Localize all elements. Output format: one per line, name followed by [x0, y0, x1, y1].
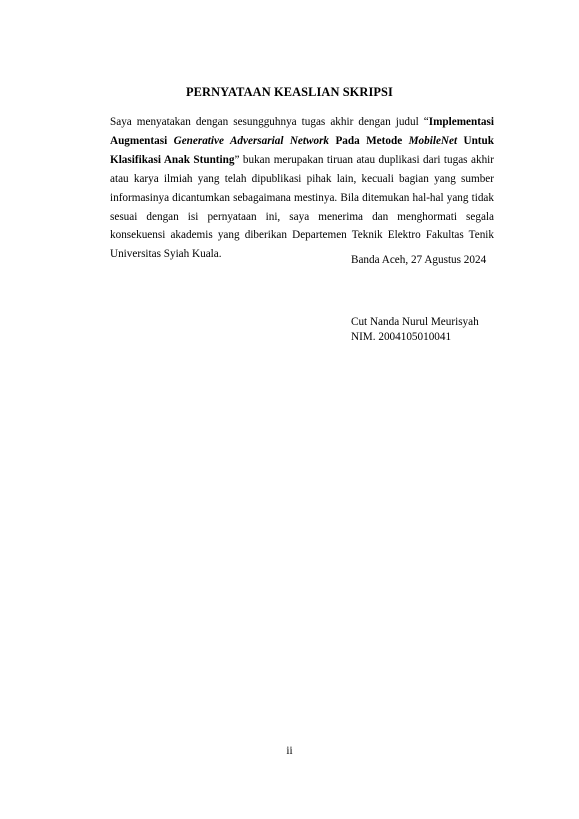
thesis-title-part1: Implementasi Augmentasi	[110, 116, 494, 147]
thesis-title-part2: Pada Metode	[329, 134, 409, 147]
page-title: PERNYATAAN KEASLIAN SKRIPSI	[186, 85, 393, 99]
page-number: ii	[286, 745, 293, 757]
author-nim: NIM. 2004105010041	[351, 331, 452, 343]
statement-intro: Saya menyatakan dengan sesungguhnya tugas akhir dengan judul “	[110, 116, 429, 128]
thesis-title-part3: Untuk Klasifikasi Anak Stunting	[110, 134, 494, 166]
author-name: Cut Nanda Nurul Meurisyah	[351, 316, 479, 328]
thesis-title-italic2: MobileNet	[408, 134, 458, 147]
place-date: Banda Aceh, 27 Agustus 2024	[351, 254, 487, 266]
thesis-title-italic1: Generative Adversarial Network	[173, 134, 330, 147]
statement-rest: ” bukan merupakan tiruan atau duplikasi dari tugas akhir atau karya ilmiah yang telah dipublikasi pihak lain, kecuali bagian yang sumber informasinya dicantumkan sebagaimana mestinya. Bila ditemukan hal-hal yang tidak sesuai dengan isi pernyataan ini, saya menerima dan menghormati segala konsekuensi akademis yang diberikan Departemen Teknik Elektro Fakultas Tenik Universitas Syiah Kuala.	[110, 153, 494, 261]
statement-paragraph	[110, 113, 494, 264]
